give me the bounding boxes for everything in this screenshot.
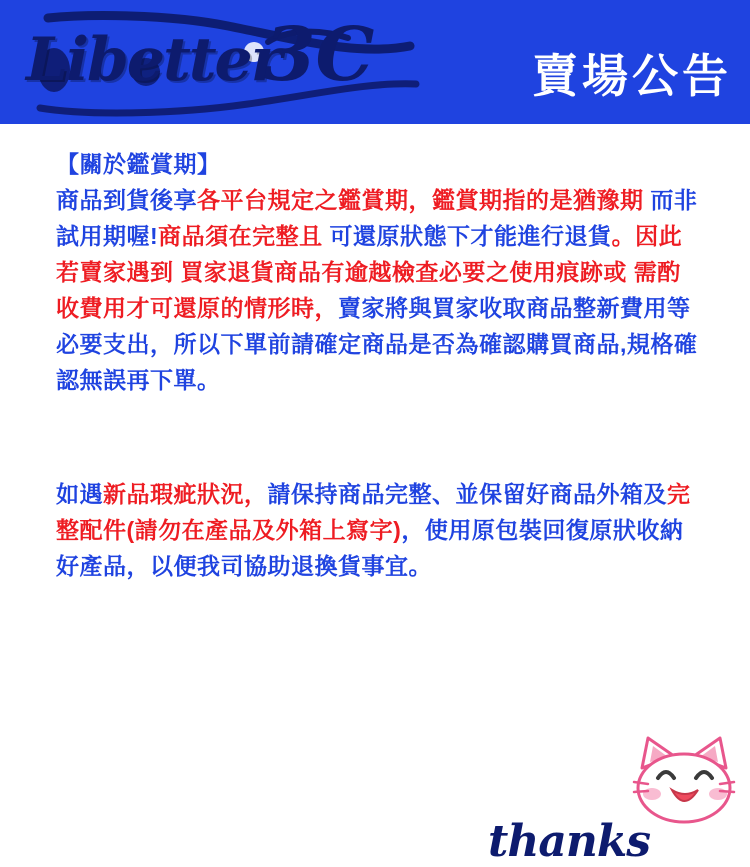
paragraph-defect-policy [56, 476, 702, 584]
text-segment: 商品須在完整且 [158, 223, 323, 249]
text-segment: 新品瑕疵狀況， [103, 481, 268, 507]
page-title: 賣場公告 [532, 50, 732, 102]
text-segment: 請保持商品完整、並保留好商品外箱及 [267, 481, 667, 507]
text-segment: 而非試用期喔! [56, 187, 698, 249]
announcement-body [0, 124, 750, 867]
page-header [0, 0, 750, 124]
text-segment: 商品到貨後享 [56, 187, 197, 213]
brand-name: Libetter [26, 25, 281, 95]
brand-suffix: 3C [264, 12, 375, 98]
paragraph-refund-policy [56, 146, 702, 398]
text-segment: 可還原狀態下才能進行退貨 [322, 223, 612, 249]
cat-face-icon [628, 734, 740, 826]
thanks-text: thanks [488, 816, 651, 867]
text-segment: ，使用原包裝回復原狀收納好產品，以便我司協助退換貨事宜。 [56, 517, 684, 579]
text-segment: 。因此若賣家遇到 [56, 223, 683, 285]
text-segment: 如遇 [56, 481, 103, 507]
text-segment: 各平台規定之鑑賞期，鑑賞期指的是猶豫期 [197, 187, 644, 213]
text-segment: 完整配件(請勿在產品及外箱上寫字) [56, 481, 691, 543]
brand-logo [8, 4, 438, 120]
text-segment: 買家退貨商品有逾越檢查必要之使用痕跡或 [173, 259, 627, 285]
text-segment: 賣家將與買家收取商品整新費用等 [338, 295, 691, 321]
text-segment: 需酌收費用才可還原的情形時， [56, 259, 681, 321]
text-segment: 【關於鑑賞期】 [56, 151, 221, 177]
text-segment: 必要支出，所以下單前請確定商品是否為確認購買商品,規格確認無誤再下單。 [56, 331, 698, 393]
